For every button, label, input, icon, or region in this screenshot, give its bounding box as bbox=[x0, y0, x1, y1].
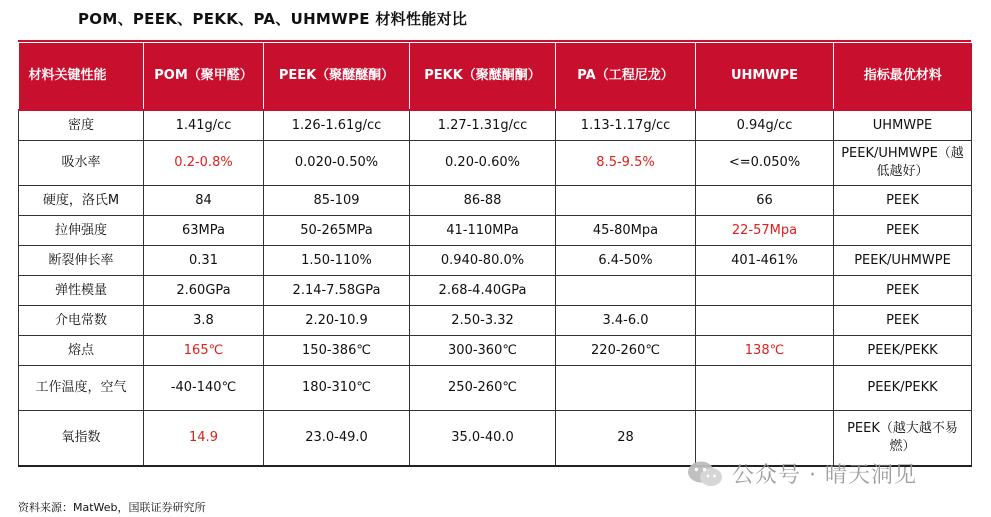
value-cell: 1.27-1.31g/cc bbox=[410, 110, 556, 141]
row-label-cell: 吸水率 bbox=[19, 141, 144, 186]
value-cell: 3.4-6.0 bbox=[556, 306, 696, 336]
best-material-cell: PEEK bbox=[834, 216, 972, 246]
value-cell: 35.0-40.0 bbox=[410, 411, 556, 467]
value-cell: 150-386℃ bbox=[264, 336, 410, 366]
value-cell: 1.26-1.61g/cc bbox=[264, 110, 410, 141]
best-material-cell: PEEK/PEKK bbox=[834, 366, 972, 411]
value-cell: 41-110MPa bbox=[410, 216, 556, 246]
header-cell: UHMWPE bbox=[696, 43, 834, 110]
value-cell: 2.60GPa bbox=[144, 276, 264, 306]
best-material-cell: PEEK/PEKK bbox=[834, 336, 972, 366]
header-cell: 指标最优材料 bbox=[834, 43, 972, 110]
best-material-cell: PEEK bbox=[834, 186, 972, 216]
value-cell bbox=[696, 306, 834, 336]
best-material-cell: PEEK/UHMWPE bbox=[834, 246, 972, 276]
value-cell: 66 bbox=[696, 186, 834, 216]
value-cell: 0.31 bbox=[144, 246, 264, 276]
value-cell: 86-88 bbox=[410, 186, 556, 216]
header-cell: POM（聚甲醛） bbox=[144, 43, 264, 110]
best-material-cell: UHMWPE bbox=[834, 110, 972, 141]
wechat-icon bbox=[686, 459, 724, 489]
row-label-cell: 工作温度，空气 bbox=[19, 366, 144, 411]
value-cell: 0.94g/cc bbox=[696, 110, 834, 141]
row-label-cell: 硬度，洛氏M bbox=[19, 186, 144, 216]
value-cell bbox=[696, 276, 834, 306]
table-row bbox=[19, 110, 972, 141]
header-cell: PEEK（聚醚醚酮） bbox=[264, 43, 410, 110]
value-cell: 165℃ bbox=[144, 336, 264, 366]
best-material-cell: PEEK bbox=[834, 306, 972, 336]
value-cell: 28 bbox=[556, 411, 696, 467]
best-material-cell: PEEK/UHMWPE（越低越好） bbox=[834, 141, 972, 186]
table-row bbox=[19, 336, 972, 366]
watermark bbox=[686, 458, 917, 489]
header-row bbox=[19, 43, 972, 110]
source-note: 资料来源：MatWeb，国联证券研究所 bbox=[18, 501, 206, 514]
value-cell: 1.50-110% bbox=[264, 246, 410, 276]
value-cell: 0.20-0.60% bbox=[410, 141, 556, 186]
row-label-cell: 密度 bbox=[19, 110, 144, 141]
value-cell: 23.0-49.0 bbox=[264, 411, 410, 467]
value-cell: 0.2-0.8% bbox=[144, 141, 264, 186]
header-cell: 材料关键性能 bbox=[19, 43, 144, 110]
value-cell bbox=[696, 366, 834, 411]
value-cell: 250-260℃ bbox=[410, 366, 556, 411]
table-row bbox=[19, 366, 972, 411]
table-row bbox=[19, 216, 972, 246]
value-cell: 220-260℃ bbox=[556, 336, 696, 366]
value-cell: 6.4-50% bbox=[556, 246, 696, 276]
value-cell: 2.20-10.9 bbox=[264, 306, 410, 336]
value-cell: 2.14-7.58GPa bbox=[264, 276, 410, 306]
best-material-cell: PEEK（越大越不易燃） bbox=[834, 411, 972, 467]
row-label-cell: 介电常数 bbox=[19, 306, 144, 336]
value-cell bbox=[556, 276, 696, 306]
value-cell bbox=[556, 366, 696, 411]
value-cell: 0.020-0.50% bbox=[264, 141, 410, 186]
table-title: POM、PEEK、PEKK、PA、UHMWPE 材料性能对比 bbox=[78, 10, 468, 28]
value-cell: 14.9 bbox=[144, 411, 264, 467]
value-cell: 8.5-9.5% bbox=[556, 141, 696, 186]
row-label-cell: 弹性模量 bbox=[19, 276, 144, 306]
value-cell bbox=[556, 186, 696, 216]
row-label-cell: 拉伸强度 bbox=[19, 216, 144, 246]
value-cell: 300-360℃ bbox=[410, 336, 556, 366]
best-material-cell: PEEK bbox=[834, 276, 972, 306]
watermark-text: 公众号 · 晴天洞见 bbox=[732, 463, 917, 488]
header-cell: PA（工程尼龙） bbox=[556, 43, 696, 110]
table-row bbox=[19, 186, 972, 216]
value-cell: <=0.050% bbox=[696, 141, 834, 186]
table-row bbox=[19, 141, 972, 186]
value-cell: 50-265MPa bbox=[264, 216, 410, 246]
row-label-cell: 氧指数 bbox=[19, 411, 144, 467]
value-cell: 2.50-3.32 bbox=[410, 306, 556, 336]
value-cell: 1.13-1.17g/cc bbox=[556, 110, 696, 141]
comparison-table bbox=[18, 43, 972, 467]
value-cell: 0.940-80.0% bbox=[410, 246, 556, 276]
value-cell: 3.8 bbox=[144, 306, 264, 336]
value-cell: 63MPa bbox=[144, 216, 264, 246]
table-row bbox=[19, 306, 972, 336]
value-cell: 84 bbox=[144, 186, 264, 216]
value-cell: 2.68-4.40GPa bbox=[410, 276, 556, 306]
row-label-cell: 熔点 bbox=[19, 336, 144, 366]
value-cell: 45-80Mpa bbox=[556, 216, 696, 246]
value-cell: 401-461% bbox=[696, 246, 834, 276]
value-cell: 22-57Mpa bbox=[696, 216, 834, 246]
value-cell: 138℃ bbox=[696, 336, 834, 366]
row-label-cell: 断裂伸长率 bbox=[19, 246, 144, 276]
value-cell: -40-140℃ bbox=[144, 366, 264, 411]
value-cell: 1.41g/cc bbox=[144, 110, 264, 141]
header-cell: PEKK（聚醚酮酮） bbox=[410, 43, 556, 110]
table-row bbox=[19, 246, 972, 276]
value-cell: 85-109 bbox=[264, 186, 410, 216]
table-row bbox=[19, 276, 972, 306]
value-cell: 180-310℃ bbox=[264, 366, 410, 411]
title-divider bbox=[18, 40, 971, 42]
